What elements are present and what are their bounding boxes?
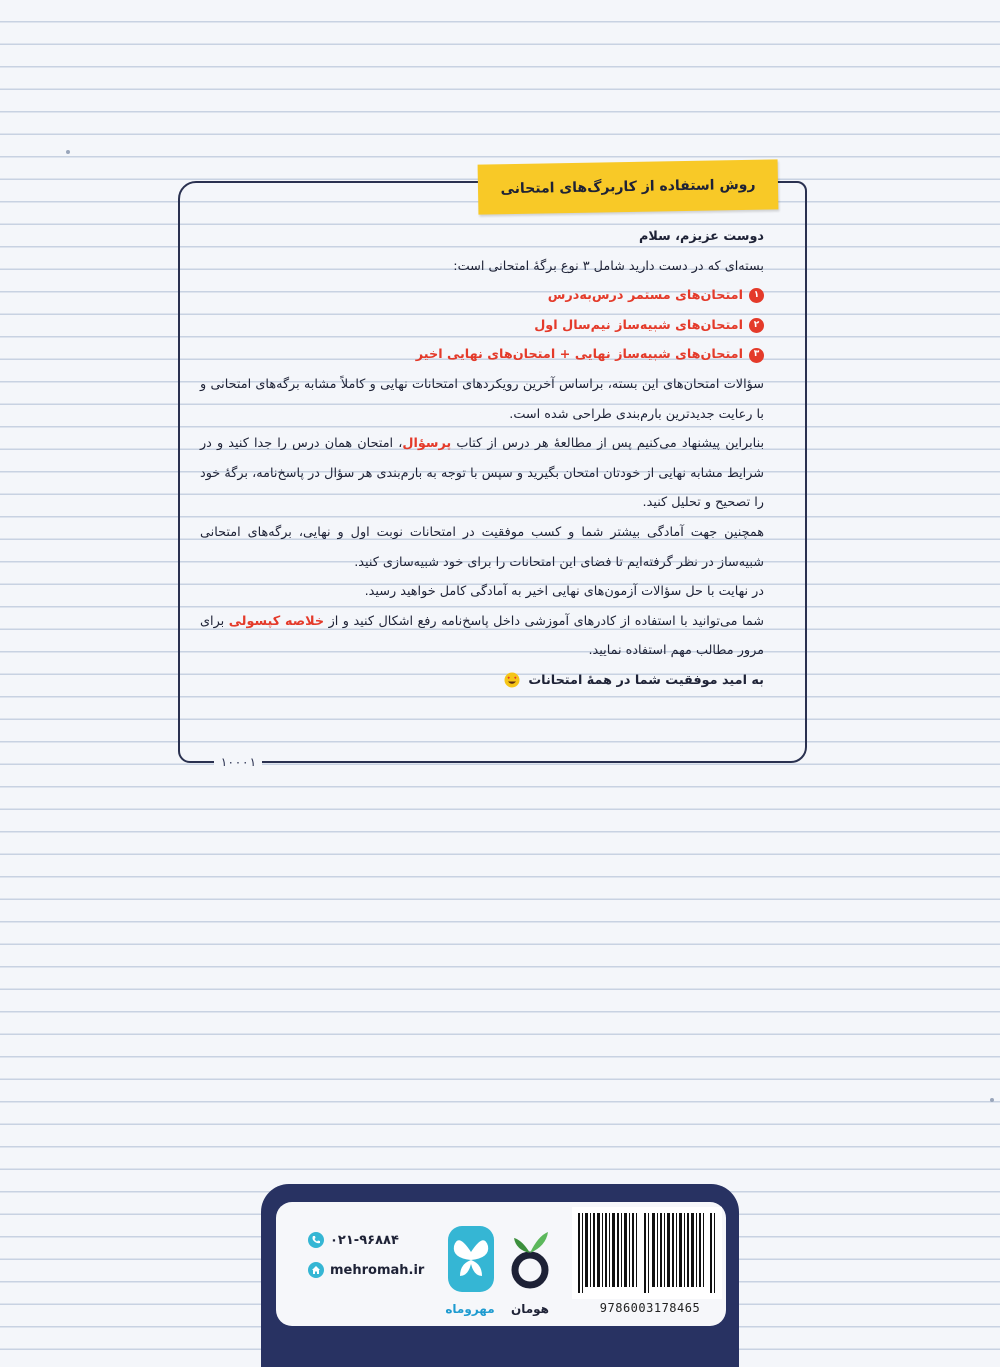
- publisher-mehromah-label: مهروماه: [445, 1302, 495, 1316]
- instructions-body: [200, 222, 764, 696]
- greeting: دوست عزیزم، سلام: [639, 229, 764, 244]
- paragraph-5-part: برای مرور مطالب مهم استفاده نمایید.: [200, 613, 764, 659]
- margin-dot: [66, 150, 70, 154]
- paragraph-2-part: ، امتحان همان درس را جدا کنید و در شرایط مشابه نهایی از خودتان امتحان بگیرید و سپس با توجه به بارم‌بندی هر سؤال در پاسخ‌نامه، برگهٔ خود را تصحیح و تحلیل کنید.: [200, 436, 764, 511]
- mehromah-logo-icon: [446, 1224, 496, 1296]
- title-tab: [478, 159, 779, 214]
- highlight-capsule-summary: خلاصه کپسولی: [228, 613, 325, 629]
- houman-logo-icon: [508, 1226, 552, 1298]
- barcode-number: 9786003178465: [599, 1301, 701, 1315]
- contact-phone: [308, 1232, 399, 1248]
- list-item-label: امتحان‌های شبیه‌ساز نیم‌سال اول: [534, 317, 743, 333]
- barcode-icon: [572, 1207, 722, 1307]
- page-number: ۱۰۰۰۱: [214, 752, 262, 772]
- list-item: [200, 281, 764, 311]
- list-item-label: امتحان‌های مستمر درس‌به‌درس: [547, 288, 743, 304]
- number-badge: ۲: [749, 318, 764, 333]
- website-link[interactable]: mehromah.ir: [330, 1262, 425, 1278]
- closing-line: [200, 666, 764, 696]
- closing-text: به امید موفقیت شما در همهٔ امتحانات: [528, 672, 764, 688]
- number-badge: ۳: [749, 348, 764, 363]
- margin-dot: [990, 1098, 994, 1102]
- contact-website: [308, 1262, 424, 1278]
- brand-name: پرسؤال: [402, 436, 452, 452]
- intro-text: بسته‌ای که در دست دارید شامل ۳ نوع برگهٔ امتحانی است:: [453, 258, 764, 274]
- phone-number: ۰۲۱-۹۶۸۸۴: [330, 1232, 399, 1248]
- heart-eyes-emoji-icon: [504, 672, 520, 688]
- paragraph-1: سؤالات امتحان‌های این بسته، براساس آخرین رویکردهای امتحانات نهایی و کاملاً مشابه برگه‌های امتحانی و با رعایت جدیدترین بارم‌بندی طراحی شده است.: [200, 376, 764, 422]
- paragraph-5: [200, 607, 764, 666]
- list-item: [200, 340, 764, 370]
- number-badge: ۱: [749, 288, 764, 303]
- paragraph-2-part: بنابراین پیشنهاد می‌کنیم پس از مطالعهٔ هر درس از کتاب: [451, 436, 764, 452]
- page-title: روش استفاده از کاربرگ‌های امتحانی: [500, 176, 756, 198]
- publisher-houman-label: هومان: [510, 1302, 550, 1316]
- home-icon: [308, 1262, 324, 1278]
- paragraph-3: همچنین جهت آمادگی بیشتر شما و کسب موفقیت در امتحانات نوبت اول و نهایی، برگه‌های امتحانی شبیه‌ساز در نظر گرفته‌ایم تا فضای این امتحانات را برای خود شبیه‌سازی کنید.: [200, 524, 764, 570]
- list-item-label: امتحان‌های شبیه‌ساز نهایی + امتحان‌های نهایی اخیر: [415, 347, 743, 363]
- paragraph-2: [200, 429, 764, 518]
- paragraph-4: در نهایت با حل سؤالات آزمون‌های نهایی اخیر به آمادگی کامل خواهید رسید.: [364, 584, 764, 600]
- paragraph-5-part: شما می‌توانید با استفاده از کادرهای آموزشی داخل پاسخ‌نامه رفع اشکال کنید و از: [324, 613, 765, 629]
- list-item: [200, 311, 764, 341]
- phone-icon: [308, 1232, 324, 1248]
